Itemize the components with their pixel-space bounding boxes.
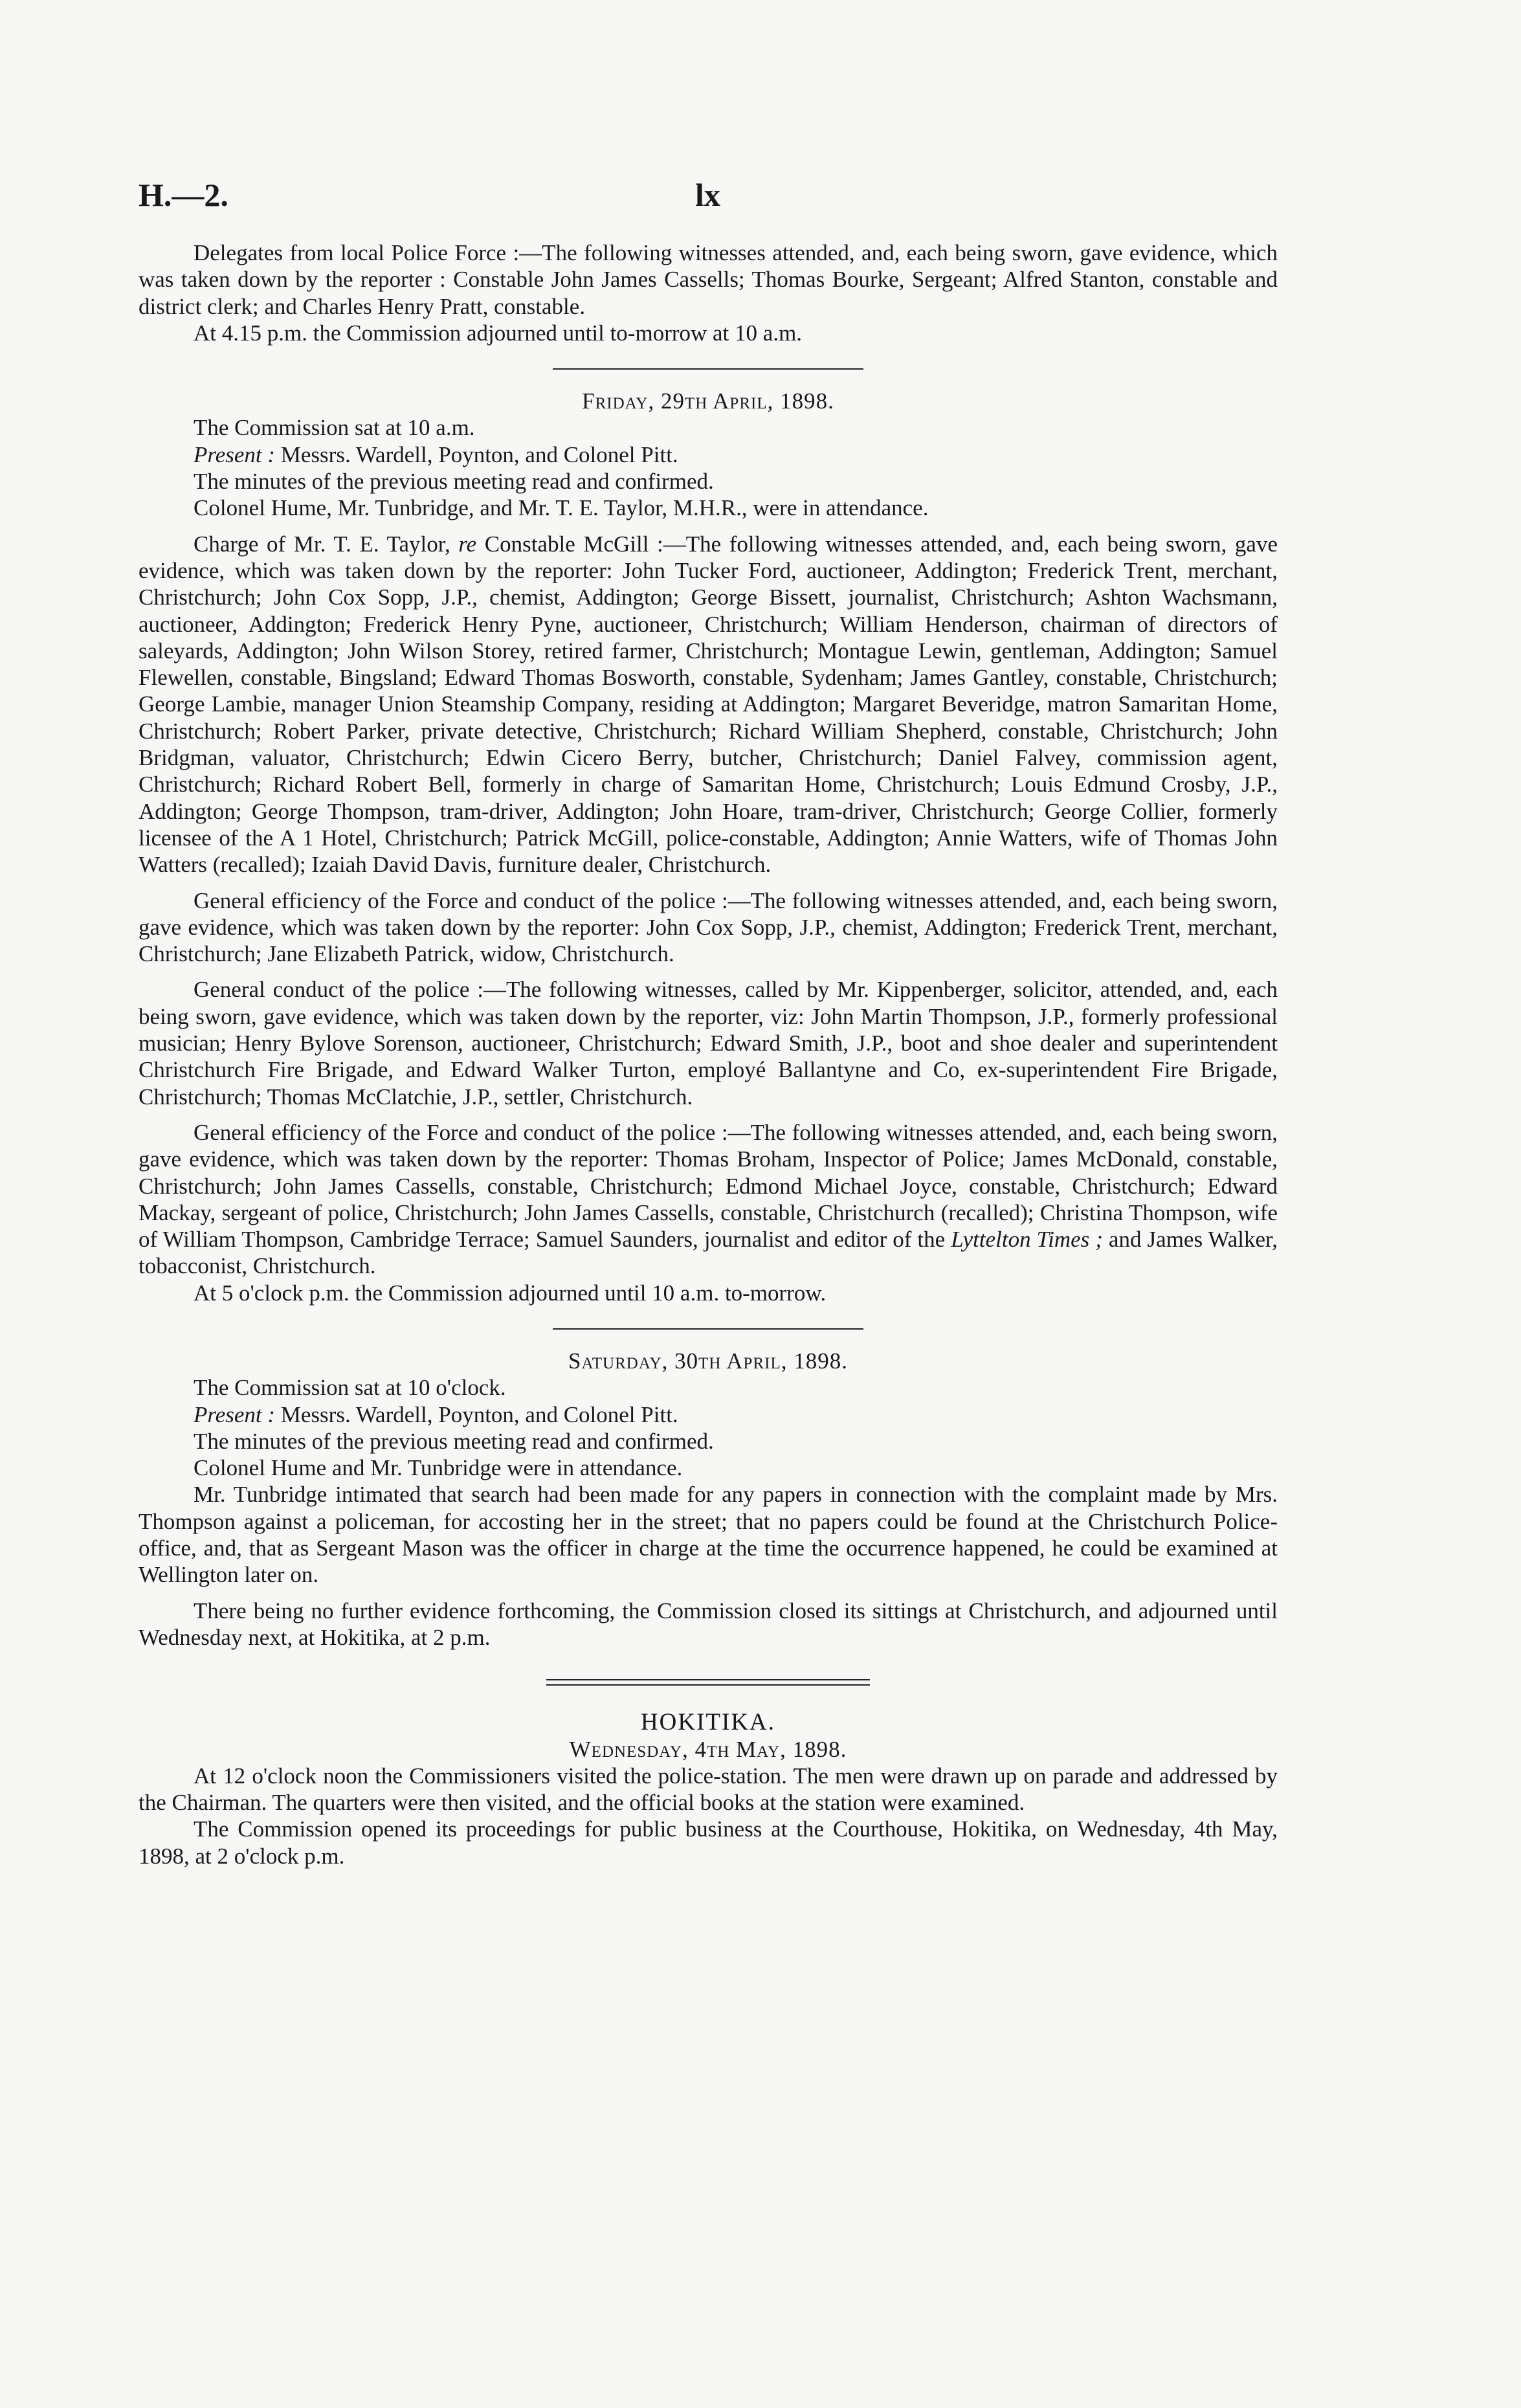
- section-divider: [553, 368, 863, 370]
- paragraph: General efficiency of the Force and conduct of the police :—The following witnesses attended, and, each being sworn, gave evidence, which was taken down by the reporter: John Cox Sopp, J.P., chemist, Addington; Frederick Trent, merchant, Christchurch; Jane Elizabeth Patrick, widow, Christchurch.: [139, 887, 1278, 967]
- text-run: and James Walker, tobacconist, Christchurch.: [139, 1227, 1278, 1279]
- place-heading: HOKITIKA.: [640, 1709, 776, 1736]
- paragraph: At 5 o'clock p.m. the Commission adjourned until 10 a.m. to-morrow.: [194, 1280, 827, 1306]
- text-run-italic: Lyttelton Times ;: [951, 1227, 1103, 1253]
- paragraph: The minutes of the previous meeting read and confirmed.: [194, 469, 714, 495]
- paragraph: Colonel Hume and Mr. Tunbridge were in attendance.: [194, 1455, 683, 1481]
- paragraph: The Commission sat at 10 o'clock.: [194, 1375, 506, 1401]
- present-names: Messrs. Wardell, Poynton, and Colonel Pitt.: [275, 1401, 678, 1427]
- present-names: Messrs. Wardell, Poynton, and Colonel Pitt.: [275, 441, 678, 467]
- paragraph: The Commission opened its proceedings for public business at the Courthouse, Hokitika, on Wednesday, 4th May, 1898, at 2 o'clock p.m.: [139, 1816, 1278, 1869]
- double-section-divider: [546, 1679, 870, 1686]
- attendance-line: [139, 1401, 1278, 1428]
- document-reference: H.—2.: [139, 177, 228, 213]
- paragraph: The Commission sat at 10 a.m.: [194, 415, 475, 441]
- section-date: Friday, 29th April, 1898.: [582, 388, 834, 414]
- text-run: Constable McGill :—The following witnesses attended, and, each being sworn, gave evidence, which was taken down by the reporter: John Tucker Ford, auctioneer, Addington; Frederick Trent, merchant, Christchurch; John Cox Sopp, J.P., chemist, Addington; George Bissett, journalist, Christchurch; Ashton Wachsmann, auctioneer, Addington; Frederick Henry Pyne, auctioneer, Christchurch; William Henderson, chairman of directors of saleyards, Addington; John Wilson Storey, retired farmer, Christchurch; Montague Lewin, gentleman, Addington; Samuel Flewellen, constable, Bingsland; Edward Thomas Bosworth, constable, Sydenham; James Gantley, constable, Christchurch; George Lambie, manager Union Steamship Company, residing at Addington; Margaret Beveridge, matron Samaritan Home, Christchurch; Robert Parker, private detective, Christchurch; Richard William Shepherd, constable, Christchurch; John Bridgman, valuator, Christchurch; Edwin Cicero Berry, butcher, Christchurch; Daniel Falvey, commission agent, Christchurch; Richard Robert Bell, formerly in charge of Samaritan Home, Christchurch; Louis Edmund Crosby, J.P., Addington; George Thompson, tram-driver, Addington; John Hoare, tram-driver, Christchurch; George Collier, formerly licensee of the A 1 Hotel, Christchurch; Patrick McGill, police-constable, Addington; Annie Watters, wife of Thomas John Watters (recalled); Izaiah David Davis, furniture dealer, Christchurch.: [139, 531, 1278, 878]
- paragraph: Mr. Tunbridge intimated that search had been made for any papers in connection with the complaint made by Mrs. Thompson against a policeman, for accosting her in the street; that no papers could be found at the Christchurch Police-office, and, that as Sergeant Mason was the officer in charge at the time the occurrence happened, he could be examined at Wellington later on.: [139, 1482, 1278, 1588]
- body-text: [139, 240, 1278, 1869]
- section-date: Wednesday, 4th May, 1898.: [569, 1736, 847, 1762]
- text-run-italic: re: [458, 531, 477, 557]
- present-label: Present :: [194, 441, 276, 467]
- paragraph: [139, 531, 1278, 878]
- page-header: [139, 176, 1278, 221]
- present-label: Present :: [194, 1401, 276, 1427]
- paragraph: At 12 o'clock noon the Commissioners visited the police-station. The men were drawn up on parade and addressed by the Chairman. The quarters were then visited, and the official books at the station were examined.: [139, 1763, 1278, 1816]
- text-run: Charge of Mr. T. E. Taylor,: [194, 531, 459, 557]
- page-number: lx: [695, 177, 720, 213]
- text-run: General efficiency of the Force and conduct of the police :—The following witnesses attended, and, each being sworn, gave evidence, which was taken down by the reporter: Thomas Broham, Inspector of Police; James McDonald, constable, Christchurch; John James Cassells, constable, Christchurch; Edmond Michael Joyce, constable, Christchurch; Edward Mackay, sergeant of police, Christchurch; John James Cassells, constable, Christchurch (recalled); Christina Thompson, wife of William Thompson, Cambridge Terrace; Samuel Saunders, journalist and editor of the: [139, 1119, 1278, 1253]
- paragraph: There being no further evidence forthcoming, the Commission closed its sittings at Christchurch, and adjourned until Wednesday next, at Hokitika, at 2 p.m.: [139, 1598, 1278, 1650]
- section-divider: [553, 1328, 863, 1330]
- paragraph: Delegates from local Police Force :—The following witnesses attended, and, each being sworn, gave evidence, which was taken down by the reporter : Constable John James Cassells; Thomas Bourke, Sergeant; Alfred Stanton, constable and district clerk; and Charles Henry Pratt, constable.: [139, 240, 1278, 319]
- paragraph: General conduct of the police :—The following witnesses, called by Mr. Kippenberger, solicitor, attended, and, each being sworn, gave evidence, which was taken down by the reporter, viz: John Martin Thompson, J.P., formerly professional musician; Henry Bylove Sorenson, auctioneer, Christchurch; Edward Smith, J.P., boot and shoe dealer and superintendent Christchurch Fire Brigade, and Edward Walker Turton, employé Ballantyne and Co, ex-superintendent Fire Brigade, Christchurch; Thomas McClatchie, J.P., settler, Christchurch.: [139, 977, 1278, 1109]
- paragraph: Colonel Hume, Mr. Tunbridge, and Mr. T. E. Taylor, M.H.R., were in attendance.: [194, 495, 929, 521]
- paragraph: The minutes of the previous meeting read and confirmed.: [194, 1428, 714, 1454]
- section-date: Saturday, 30th April, 1898.: [568, 1348, 848, 1374]
- paragraph: [139, 1119, 1278, 1280]
- paragraph: At 4.15 p.m. the Commission adjourned until to-morrow at 10 a.m.: [194, 320, 803, 346]
- attendance-line: [139, 441, 1278, 468]
